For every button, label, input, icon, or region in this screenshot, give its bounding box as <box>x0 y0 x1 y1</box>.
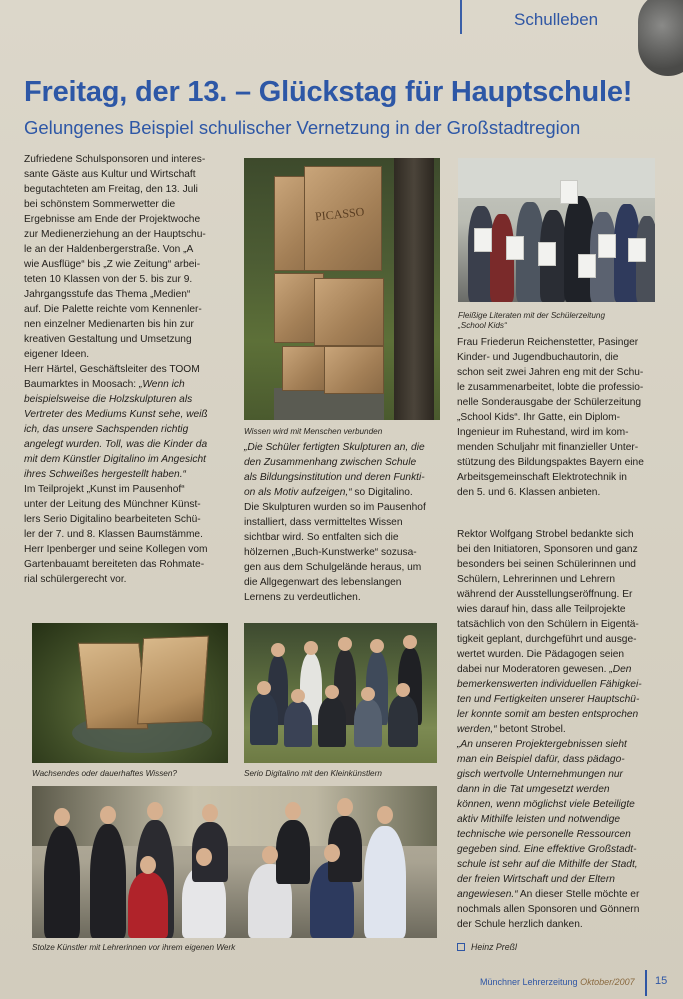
publication-month: Oktober/2007 <box>580 977 635 987</box>
paragraph: Frau Friederun Reichenstetter, Pasinger Kinder- und Jugendbuchautorin, die schon seit zwei Jahren eng mit der Schu- le zusammenarbeitet, lobte die professio- nelle Sonderausgabe der Schülerzeitung „School Kids“. Ihr Gatte, ein Diplom- Ingenieur im Ruhestand, wird im kom- menden Schuljahr mit finanzieller Unter- stützung des Bildungspaktes Bayern eine Arbeitsgemeinschaft Elektrotechnik in den 5. und 6. Klassen anbieten. <box>457 337 644 498</box>
caption-book: Wachsendes oder dauerhaftes Wissen? <box>32 769 177 778</box>
book-sculpture-photo <box>32 623 228 763</box>
section-divider <box>460 0 462 34</box>
page-number: 15 <box>655 975 668 987</box>
article-headline: Freitag, der 13. – Glückstag für Hauptschule! <box>24 76 633 108</box>
school-kids-photo <box>458 158 655 302</box>
square-bullet-icon <box>457 943 465 951</box>
quote: „Wenn ich beispielsweise die Holzskulpturen als Vertreter des Mediums Kunst sehe, weiß ich, das unsere Sachspenden richtig angelegt wurden. Toll, was die Kinder da mit dem Künstler Digitalino im Angesicht ihres Schweißes hergestellt haben.“ <box>24 379 208 480</box>
quote: „Die Schüler fertigten Skulpturen an, die den Zusammenhang zwischen Schule als Bildungsinstitution und deren Funkti- on als Motiv aufzeigen,“ <box>244 442 425 498</box>
tree-trunk <box>394 158 434 420</box>
footer-divider <box>645 970 647 996</box>
text-column-1 <box>24 152 224 587</box>
carved-text: PICASSO <box>314 204 365 224</box>
paragraph <box>457 737 657 932</box>
sculpture-photo <box>244 158 440 420</box>
quote-attribution: betont Strobel. <box>496 724 566 735</box>
paragraph-plain: Rektor Wolfgang Strobel bedankte sich bei den Initiatoren, Sponsoren und ganz besonders bei seinen Schülerinnen und Schülern, Lehrerinnen und Lehrern während der Ausstellungseröffnung. Er wies darauf hin, dass alle Teilprojekte tatsächlich von den Schülern in Eigentä- tigkeit geplant, durchgeführt und ausge- wertet wurden. Die Pädagogen seien dabei nur Moderatoren gewesen. <box>457 529 639 675</box>
paragraph <box>24 362 224 482</box>
wood-block <box>282 346 330 391</box>
text-column-2 <box>244 440 440 605</box>
paragraph-plain: Herr Härtel, Geschäftsleiter des TOOM Baumarktes in Moosach: <box>24 364 200 390</box>
caption-artists: Stolze Künstler mit Lehrerinnen vor ihrem eigenen Werk <box>32 943 236 952</box>
caption-sculpture: Wissen wird mit Menschen verbunden <box>244 427 383 436</box>
paragraph <box>457 527 657 737</box>
caption-group: Serio Digitalino mit den Kleinkünstlern <box>244 769 382 778</box>
footer-publication <box>480 977 635 987</box>
text-column-3-bottom <box>457 527 657 932</box>
paragraph: Im Teilprojekt „Kunst im Pausenhof“ unter der Leitung des Münchner Künst- lers Serio Digitalino bearbeiteten Schü- ler der 7. und 8. Klassen Baumstämme. Herr Ipenberger und seine Kollegen vom Gartenbauamt bereiteten das Rohmate- rial schülergerecht vor. <box>24 484 208 585</box>
caption-kids-line1: Fleißige Literaten mit der Schülerzeitung <box>458 311 605 320</box>
wood-block <box>314 278 384 346</box>
text-column-3-top <box>457 335 657 500</box>
paragraph-plain: An dieser Stelle möchte er nochmals allen Sponsoren und Gönnern der Schule herzlich danken. <box>457 889 640 930</box>
paragraph <box>244 440 440 500</box>
wood-block <box>324 346 384 394</box>
publication-name: Münchner Lehrerzeitung <box>480 977 578 987</box>
paragraph: Zufriedene Schulsponsoren und interes- sante Gäste aus Kultur und Wirtschaft begutachteten am Freitag, den 13. Juli bei schönstem Sommerwetter die Ergebnisse am Ende der Projektwoche zur Medienerziehung an der Hauptschu- le an der Haldenbergerstraße. Von „A wie Ausflüge“ bis „Z wie Zeitung“ arbei- teten 10 Klassen von der 5. bis zur 9. Jahrgangsstufe das Thema „Medien“ auf. Die Palette reichte vom Kennenler- nen einzelner Medienarten bis hin zur kreativen Gestaltung und Umsetzung eigener Ideen. <box>24 154 206 360</box>
wood-block <box>304 166 382 271</box>
paragraph: Die Skulpturen wurden so im Pausenhof installiert, dass vermitteltes Wissen sichtbar wird. So entfalten sich die hölzernen „Buch-Kunstwerke“ sozusa- gen aus dem Schulgelände heraus, um die Allgegenwart des lebenslangen Lernens zu verdeutlichen. <box>244 502 426 603</box>
caption-kids-line2: „School Kids“ <box>458 321 507 330</box>
author-name: Heinz Preßl <box>471 942 517 952</box>
byline <box>457 942 517 952</box>
artists-with-teachers-photo <box>32 786 437 938</box>
section-label: Schulleben <box>514 10 599 29</box>
corner-decoration <box>638 0 683 76</box>
group-outdoor-photo <box>244 623 437 763</box>
article-subheadline: Gelungenes Beispiel schulischer Vernetzung in der Großstadtregion <box>24 117 581 138</box>
quote-attribution: so Digitalino. <box>351 487 413 498</box>
quote: „An unseren Projektergebnissen sieht man ein Beispiel dafür, dass pädago- gisch wertvolle Unternehmungen nur dann in die Tat umgesetzt werden können, wenn möglichst viele Beteiligte aktiv Mithilfe leisten und notwendige technische wie personelle Ressourcen gegeben sind. Eine effektive Großstadt- schule ist sehr auf die Mithilfe der Stadt, der freien Wirtschaft und der Eltern angewiesen.“ <box>457 739 638 900</box>
quote: „Den bemerkenswerten individuellen Fähigkei- ten und Fertigkeiten unserer Hauptschü- ler konnte somit am besten entsprochen werden,“ <box>457 664 642 735</box>
